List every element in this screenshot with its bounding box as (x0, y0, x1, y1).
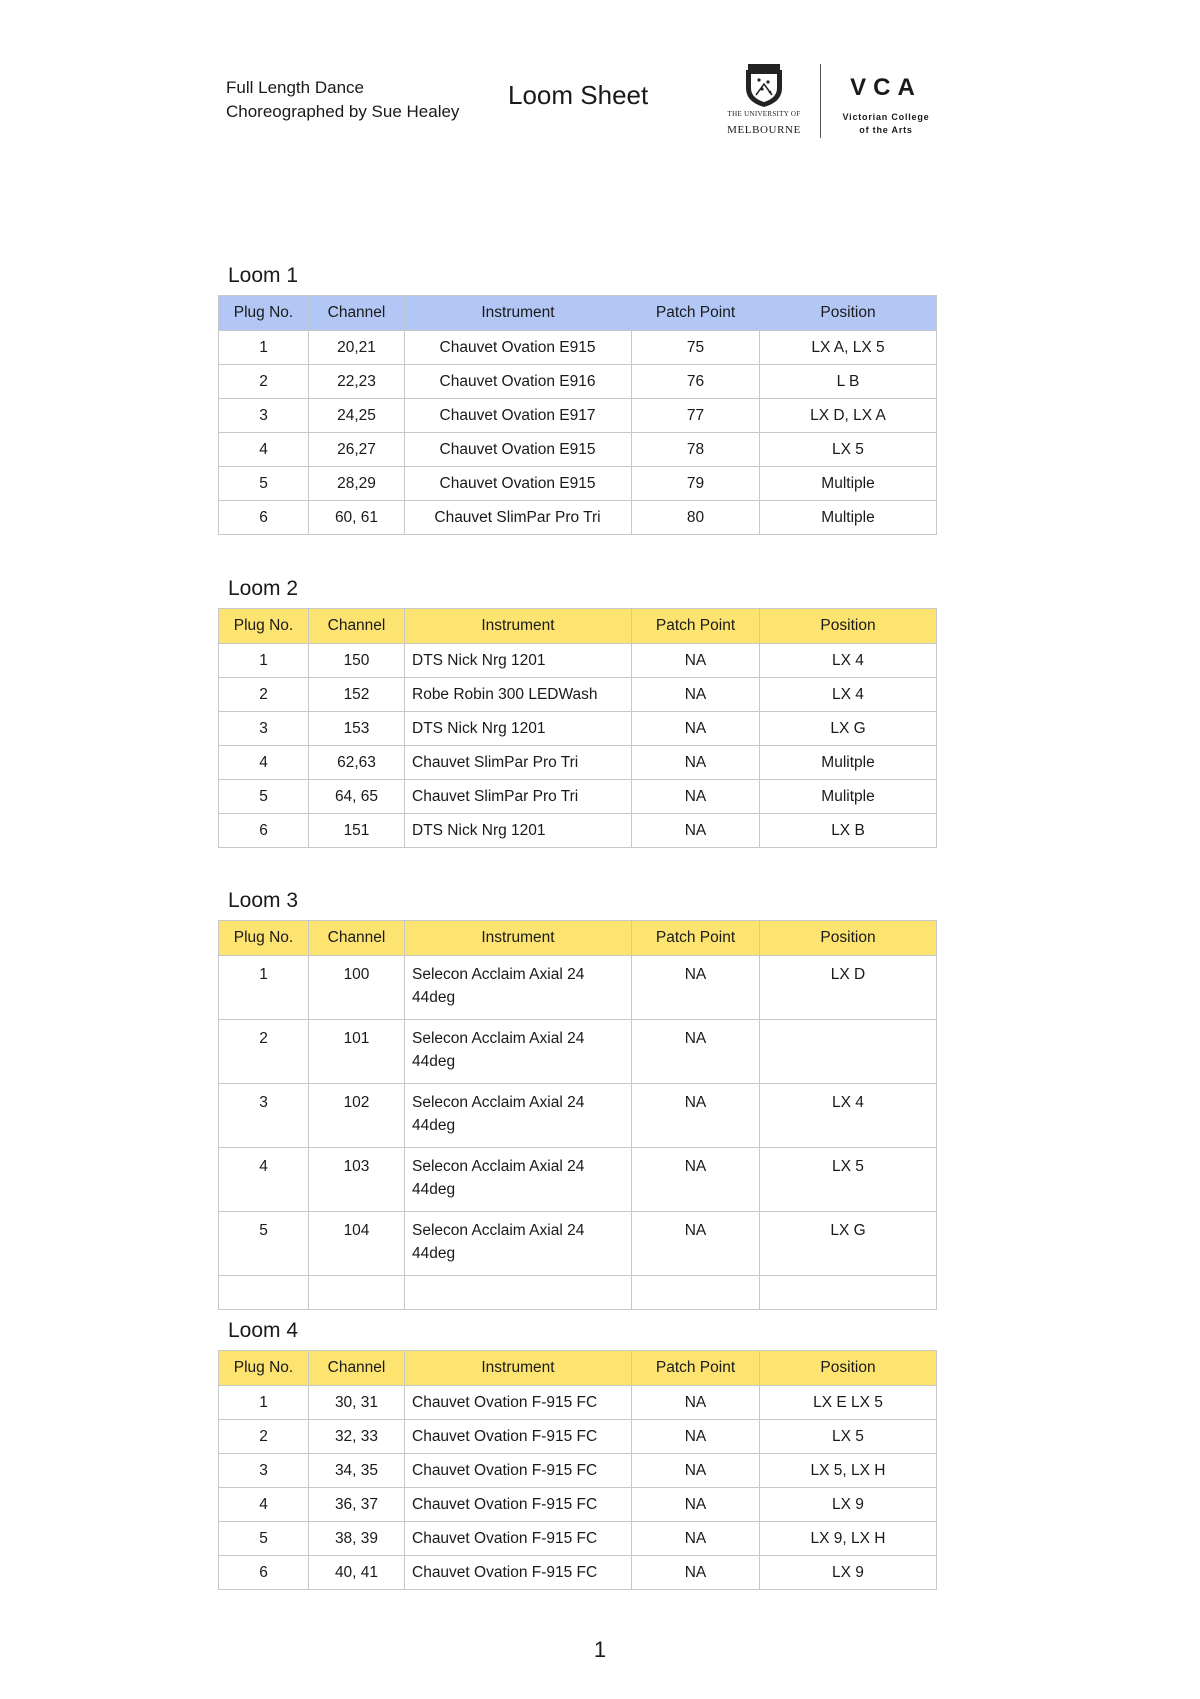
page-number: 1 (593, 1637, 607, 1662)
table-row (219, 1522, 937, 1556)
cell-patch: 77 (632, 399, 760, 433)
header-row (219, 296, 937, 331)
cell-channel: 102 (309, 1084, 405, 1148)
cell-plug: 2 (219, 365, 309, 399)
cell-position: LX B (760, 814, 937, 848)
cell-position: LX 4 (760, 678, 937, 712)
cell-patch: 75 (632, 331, 760, 365)
cell-position: Multiple (760, 467, 937, 501)
col-channel: Channel (309, 609, 405, 644)
table-row (219, 1084, 937, 1148)
document-header-text (226, 76, 459, 124)
cell-instrument: DTS Nick Nrg 1201 (405, 814, 632, 848)
cell-channel: 150 (309, 644, 405, 678)
col-position: Position (760, 609, 937, 644)
table-row (219, 746, 937, 780)
col-plug-no: Plug No. (219, 609, 309, 644)
cell-patch: NA (632, 1386, 760, 1420)
col-channel: Channel (309, 921, 405, 956)
table-row (219, 433, 937, 467)
cell-patch: NA (632, 956, 760, 1020)
cell-channel: 103 (309, 1148, 405, 1212)
cell-instrument: Chauvet SlimPar Pro Tri (405, 746, 632, 780)
cell-position: Mulitple (760, 746, 937, 780)
cell-patch: NA (632, 1084, 760, 1148)
cell-plug: 4 (219, 1148, 309, 1212)
table-row (219, 1386, 937, 1420)
cell-plug: 5 (219, 780, 309, 814)
cell-position: Mulitple (760, 780, 937, 814)
cell-instrument: Selecon Acclaim Axial 24 44deg (405, 956, 632, 1020)
vca-logo: VCA (850, 74, 922, 101)
table-row (219, 678, 937, 712)
cell-instrument: Chauvet Ovation F-915 FC (405, 1420, 632, 1454)
cell-instrument: Robe Robin 300 LEDWash (405, 678, 632, 712)
cell-instrument: Selecon Acclaim Axial 24 44deg (405, 1148, 632, 1212)
table-row (219, 780, 937, 814)
cell-patch: NA (632, 1020, 760, 1084)
cell-channel: 153 (309, 712, 405, 746)
col-instrument: Instrument (405, 609, 632, 644)
table-row (219, 644, 937, 678)
cell-plug: 4 (219, 433, 309, 467)
cell-plug: 1 (219, 644, 309, 678)
cell-position: Multiple (760, 501, 937, 535)
cell-plug: 6 (219, 501, 309, 535)
university-name-line1: THE UNIVERSITY OF (727, 110, 801, 118)
col-position: Position (760, 921, 937, 956)
cell-plug: 3 (219, 1084, 309, 1148)
cell-patch (632, 1276, 760, 1310)
cell-position: LX G (760, 1212, 937, 1276)
cell-instrument: Chauvet Ovation E915 (405, 467, 632, 501)
cell-instrument: Chauvet Ovation F-915 FC (405, 1386, 632, 1420)
cell-instrument: Chauvet SlimPar Pro Tri (405, 780, 632, 814)
col-plug-no: Plug No. (219, 921, 309, 956)
cell-patch: NA (632, 678, 760, 712)
cell-instrument: Selecon Acclaim Axial 24 44deg (405, 1212, 632, 1276)
vca-name-line2: of the Arts (859, 125, 913, 135)
cell-channel: 38, 39 (309, 1522, 405, 1556)
cell-position: LX 9 (760, 1556, 937, 1590)
cell-instrument: Selecon Acclaim Axial 24 44deg (405, 1020, 632, 1084)
cell-patch: NA (632, 1454, 760, 1488)
table-row (219, 501, 937, 535)
cell-plug: 6 (219, 814, 309, 848)
table-row (219, 1488, 937, 1522)
loom-3-title: Loom 3 (228, 889, 299, 912)
cell-patch: 78 (632, 433, 760, 467)
cell-instrument: DTS Nick Nrg 1201 (405, 644, 632, 678)
table-row (219, 1148, 937, 1212)
header-row (219, 921, 937, 956)
col-patch-point: Patch Point (632, 921, 760, 956)
cell-plug: 3 (219, 712, 309, 746)
cell-plug: 3 (219, 1454, 309, 1488)
loom-4-table (218, 1350, 937, 1590)
cell-patch: NA (632, 712, 760, 746)
cell-channel: 151 (309, 814, 405, 848)
cell-channel: 26,27 (309, 433, 405, 467)
cell-position: LX D (760, 956, 937, 1020)
university-crest-icon (742, 62, 786, 108)
table-row (219, 467, 937, 501)
cell-instrument: Chauvet Ovation E917 (405, 399, 632, 433)
cell-patch: NA (632, 780, 760, 814)
cell-patch: 80 (632, 501, 760, 535)
cell-plug: 2 (219, 678, 309, 712)
cell-position: LX 9 (760, 1488, 937, 1522)
logo-divider (820, 64, 821, 138)
cell-position: LX 5 (760, 433, 937, 467)
cell-channel: 101 (309, 1020, 405, 1084)
loom-1-table (218, 295, 937, 535)
cell-plug: 1 (219, 1386, 309, 1420)
cell-instrument: DTS Nick Nrg 1201 (405, 712, 632, 746)
cell-channel: 24,25 (309, 399, 405, 433)
header-row (219, 1351, 937, 1386)
loom-4-title: Loom 4 (228, 1319, 299, 1342)
cell-instrument: Chauvet Ovation F-915 FC (405, 1488, 632, 1522)
col-position: Position (760, 1351, 937, 1386)
table-row (219, 1212, 937, 1276)
cell-instrument: Chauvet Ovation E915 (405, 433, 632, 467)
cell-patch: NA (632, 1556, 760, 1590)
cell-patch: NA (632, 1522, 760, 1556)
page-title: Loom Sheet (508, 80, 649, 110)
col-plug-no: Plug No. (219, 1351, 309, 1386)
cell-patch: NA (632, 814, 760, 848)
cell-plug: 5 (219, 1522, 309, 1556)
cell-position: LX 4 (760, 1084, 937, 1148)
cell-instrument: Chauvet SlimPar Pro Tri (405, 501, 632, 535)
col-instrument: Instrument (405, 296, 632, 331)
table-row (219, 399, 937, 433)
cell-instrument: Selecon Acclaim Axial 24 44deg (405, 1084, 632, 1148)
cell-patch: NA (632, 1420, 760, 1454)
cell-plug: 3 (219, 399, 309, 433)
cell-plug: 1 (219, 956, 309, 1020)
cell-channel: 64, 65 (309, 780, 405, 814)
cell-channel: 100 (309, 956, 405, 1020)
cell-position: LX 5 (760, 1420, 937, 1454)
cell-channel: 22,23 (309, 365, 405, 399)
cell-instrument (405, 1276, 632, 1310)
cell-position: LX G (760, 712, 937, 746)
loom-2-table (218, 608, 937, 848)
cell-patch: NA (632, 1488, 760, 1522)
institution-logos (716, 60, 946, 140)
cell-position: LX A, LX 5 (760, 331, 937, 365)
table-row (219, 1454, 937, 1488)
cell-channel: 30, 31 (309, 1386, 405, 1420)
cell-channel: 34, 35 (309, 1454, 405, 1488)
choreographer-credit: Choreographed by Sue Healey (226, 102, 460, 121)
cell-position: LX 5, LX H (760, 1454, 937, 1488)
cell-plug: 5 (219, 467, 309, 501)
cell-plug: 4 (219, 1488, 309, 1522)
cell-position: LX 4 (760, 644, 937, 678)
show-title: Full Length Dance (226, 78, 364, 97)
col-instrument: Instrument (405, 921, 632, 956)
university-name-line2: MELBOURNE (727, 124, 801, 136)
col-patch-point: Patch Point (632, 296, 760, 331)
table-row (219, 365, 937, 399)
cell-plug: 1 (219, 331, 309, 365)
cell-channel: 60, 61 (309, 501, 405, 535)
table-row (219, 1420, 937, 1454)
col-plug-no: Plug No. (219, 296, 309, 331)
cell-patch: 76 (632, 365, 760, 399)
cell-position: LX E LX 5 (760, 1386, 937, 1420)
col-patch-point: Patch Point (632, 1351, 760, 1386)
cell-channel: 28,29 (309, 467, 405, 501)
table-row-empty (219, 1276, 937, 1310)
cell-position: LX D, LX A (760, 399, 937, 433)
cell-channel: 36, 37 (309, 1488, 405, 1522)
cell-instrument: Chauvet Ovation E916 (405, 365, 632, 399)
cell-plug (219, 1276, 309, 1310)
cell-position (760, 1020, 937, 1084)
cell-position: L B (760, 365, 937, 399)
cell-channel: 40, 41 (309, 1556, 405, 1590)
cell-channel: 20,21 (309, 331, 405, 365)
table-row (219, 712, 937, 746)
cell-plug: 2 (219, 1420, 309, 1454)
cell-channel: 104 (309, 1212, 405, 1276)
cell-instrument: Chauvet Ovation E915 (405, 331, 632, 365)
cell-patch: 79 (632, 467, 760, 501)
col-instrument: Instrument (405, 1351, 632, 1386)
col-position: Position (760, 296, 937, 331)
loom-2-title: Loom 2 (228, 577, 299, 600)
cell-position: LX 9, LX H (760, 1522, 937, 1556)
col-patch-point: Patch Point (632, 609, 760, 644)
table-row (219, 331, 937, 365)
cell-channel: 62,63 (309, 746, 405, 780)
table-row (219, 1556, 937, 1590)
cell-patch: NA (632, 1148, 760, 1212)
table-row (219, 1020, 937, 1084)
col-channel: Channel (309, 296, 405, 331)
loom-3-table (218, 920, 937, 1310)
col-channel: Channel (309, 1351, 405, 1386)
cell-plug: 5 (219, 1212, 309, 1276)
cell-position: LX 5 (760, 1148, 937, 1212)
table-row (219, 814, 937, 848)
cell-channel (309, 1276, 405, 1310)
cell-instrument: Chauvet Ovation F-915 FC (405, 1556, 632, 1590)
cell-patch: NA (632, 644, 760, 678)
cell-patch: NA (632, 746, 760, 780)
cell-plug: 6 (219, 1556, 309, 1590)
header-row (219, 609, 937, 644)
cell-patch: NA (632, 1212, 760, 1276)
cell-channel: 32, 33 (309, 1420, 405, 1454)
cell-instrument: Chauvet Ovation F-915 FC (405, 1454, 632, 1488)
cell-plug: 2 (219, 1020, 309, 1084)
cell-plug: 4 (219, 746, 309, 780)
loom-1-title: Loom 1 (228, 264, 299, 287)
cell-position (760, 1276, 937, 1310)
table-row (219, 956, 937, 1020)
cell-instrument: Chauvet Ovation F-915 FC (405, 1522, 632, 1556)
cell-channel: 152 (309, 678, 405, 712)
vca-name-line1: Victorian College (842, 112, 930, 122)
